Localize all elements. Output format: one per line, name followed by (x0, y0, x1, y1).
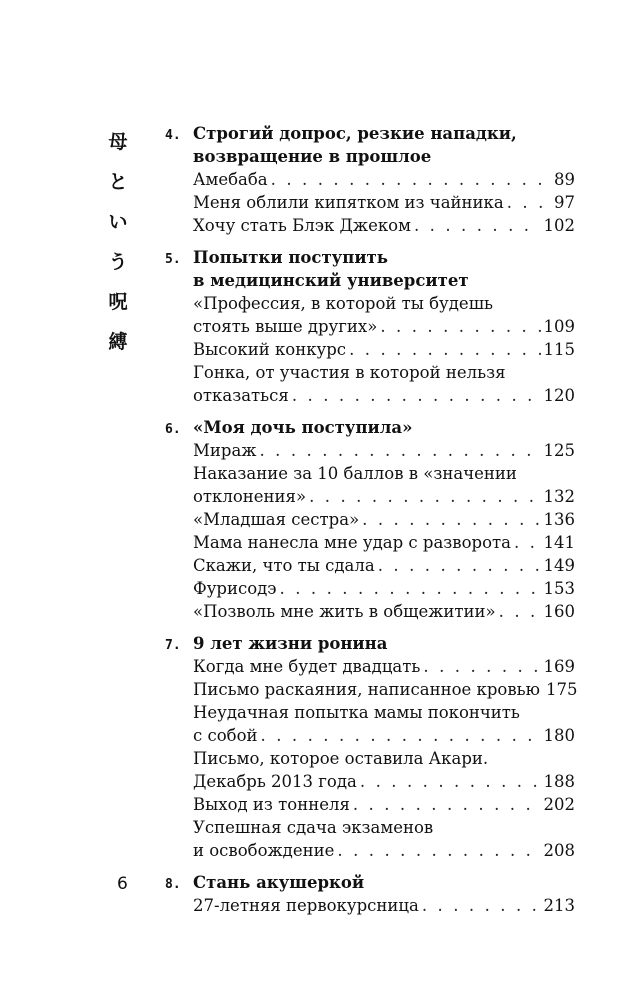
toc-page-number: 115 (543, 340, 575, 359)
chapter-number: 8. (165, 877, 181, 892)
toc-page-number: 89 (554, 170, 575, 189)
toc-entry-title-line: «Профессия, в которой ты будешь (193, 294, 494, 313)
toc-page-number: 175 (546, 680, 578, 699)
dot-leader (360, 770, 541, 793)
toc-entry-title: «Позволь мне жить в общежитии» (193, 602, 496, 621)
side-title-char: う (108, 251, 128, 273)
toc-entry-title-line: Наказание за 10 баллов в «значении (193, 464, 517, 483)
toc-entry[interactable] (193, 577, 575, 600)
chapter-section (165, 122, 575, 237)
toc-entry[interactable] (193, 214, 575, 237)
chapter-title: Строгий допрос, резкие нападки, возвращение в прошлое (193, 124, 517, 166)
toc-page-number: 169 (543, 657, 575, 676)
side-title-char: 母 (108, 131, 128, 153)
chapter-section (165, 246, 575, 407)
toc-entry-title: Мама нанесла мне удар с разворота (193, 533, 511, 552)
side-title-char: い (108, 211, 128, 233)
toc-entry-title: «Младшая сестра» (193, 510, 360, 529)
toc-page-number: 97 (554, 193, 575, 212)
chapter-number: 7. (165, 638, 181, 653)
toc-entry[interactable] (193, 462, 575, 508)
dot-leader (309, 485, 540, 508)
chapter-title: Стань акушеркой (193, 873, 365, 892)
side-title-char: 縛 (108, 331, 128, 353)
toc-entry[interactable] (193, 191, 575, 214)
chapter-section (165, 871, 575, 917)
page-number: 6 (117, 874, 128, 894)
dot-leader (422, 894, 541, 917)
toc-entry-title: стоять выше других» (193, 317, 378, 336)
toc-entry-title: Когда мне будет двадцать (193, 657, 421, 676)
dot-leader (261, 724, 541, 747)
dot-leader (280, 577, 541, 600)
toc-entry[interactable] (193, 338, 575, 361)
toc-page-number: 136 (543, 510, 575, 529)
toc-entry-title: с собой (193, 726, 258, 745)
toc-entry[interactable] (193, 292, 575, 338)
toc-page-number: 208 (543, 841, 575, 860)
dot-leader (353, 793, 541, 816)
dot-leader (507, 191, 551, 214)
toc-entry-title: Амебаба (193, 170, 268, 189)
dot-leader (499, 600, 541, 623)
toc-entry[interactable] (193, 168, 575, 191)
dot-leader (349, 338, 540, 361)
toc-entry-title: отказаться (193, 386, 289, 405)
toc-entry-title: 27-летняя первокурсница (193, 896, 419, 915)
toc-entry[interactable] (193, 747, 575, 793)
toc-entry-title: Письмо раскаяния, написанное кровью (193, 680, 541, 699)
toc-page-number: 213 (543, 896, 575, 915)
toc-entry[interactable] (193, 508, 575, 531)
side-title-char: と (108, 171, 128, 193)
toc-page-number: 149 (543, 556, 575, 575)
chapter-heading (165, 632, 575, 655)
toc-entry[interactable] (193, 894, 575, 917)
toc-entry-title: Хочу стать Блэк Джеком (193, 216, 411, 235)
dot-leader (423, 655, 540, 678)
toc-entry[interactable] (193, 361, 575, 407)
toc-entry[interactable] (193, 554, 575, 577)
toc-entry-title: Скажи, что ты сдала (193, 556, 375, 575)
toc-entry-title: Мираж (193, 441, 257, 460)
dot-leader (362, 508, 540, 531)
dot-leader (259, 439, 540, 462)
toc-entry[interactable] (193, 793, 575, 816)
chapter-heading (165, 416, 575, 439)
toc-entry-title: Декабрь 2013 года (193, 772, 357, 791)
table-of-contents (165, 122, 578, 926)
chapter-title: «Моя дочь поступила» (193, 418, 413, 437)
dot-leader (378, 554, 541, 577)
toc-entry-title-line: Неудачная попытка мамы покончить (193, 703, 520, 722)
chapter-title: 9 лет жизни ронина (193, 634, 388, 653)
toc-page-number: 202 (543, 795, 575, 814)
toc-entry-title-line: Письмо, которое оставила Акари. (193, 749, 489, 768)
dot-leader (337, 839, 540, 862)
toc-page-number: 102 (543, 216, 575, 235)
chapter-heading (165, 246, 575, 292)
toc-entry[interactable] (193, 816, 575, 862)
toc-entry-title: отклонения» (193, 487, 307, 506)
chapter-title: Попытки поступить в медицинский университет (193, 248, 469, 290)
dot-leader (271, 168, 551, 191)
toc-page-number: 120 (543, 386, 575, 405)
toc-page-number: 188 (543, 772, 575, 791)
toc-entry[interactable] (193, 531, 575, 554)
toc-entry[interactable] (193, 678, 578, 701)
toc-entry[interactable] (193, 439, 575, 462)
toc-page-number: 141 (543, 533, 575, 552)
toc-entry[interactable] (193, 701, 575, 747)
toc-page-number: 132 (543, 487, 575, 506)
toc-page-number: 160 (543, 602, 575, 621)
chapter-heading (165, 122, 575, 168)
toc-entry-title-line: Гонка, от участия в которой нельзя (193, 363, 506, 382)
chapter-heading (165, 871, 575, 894)
dot-leader (414, 214, 541, 237)
chapter-number: 6. (165, 422, 181, 437)
chapter-number: 4. (165, 128, 181, 143)
toc-entry-title: Выход из тоннеля (193, 795, 350, 814)
toc-entry-title: Меня облили кипятком из чайника (193, 193, 504, 212)
dot-leader (514, 531, 541, 554)
toc-entry[interactable] (193, 600, 575, 623)
toc-page-number: 109 (543, 317, 575, 336)
dot-leader (380, 315, 540, 338)
toc-entry-title-line: Успешная сдача экзаменов (193, 818, 434, 837)
toc-entry[interactable] (193, 655, 575, 678)
toc-entry-title: Высокий конкурс (193, 340, 347, 359)
toc-page-number: 180 (543, 726, 575, 745)
side-title-char: 呪 (108, 291, 128, 313)
dot-leader (292, 384, 541, 407)
chapter-section (165, 632, 578, 862)
toc-page-number: 125 (543, 441, 575, 460)
chapter-number: 5. (165, 252, 181, 267)
toc-page-number: 153 (543, 579, 575, 598)
chapter-section (165, 416, 575, 623)
vertical-book-title (102, 122, 134, 362)
toc-entry-title: и освобождение (193, 841, 335, 860)
toc-entry-title: Фурисодэ (193, 579, 277, 598)
